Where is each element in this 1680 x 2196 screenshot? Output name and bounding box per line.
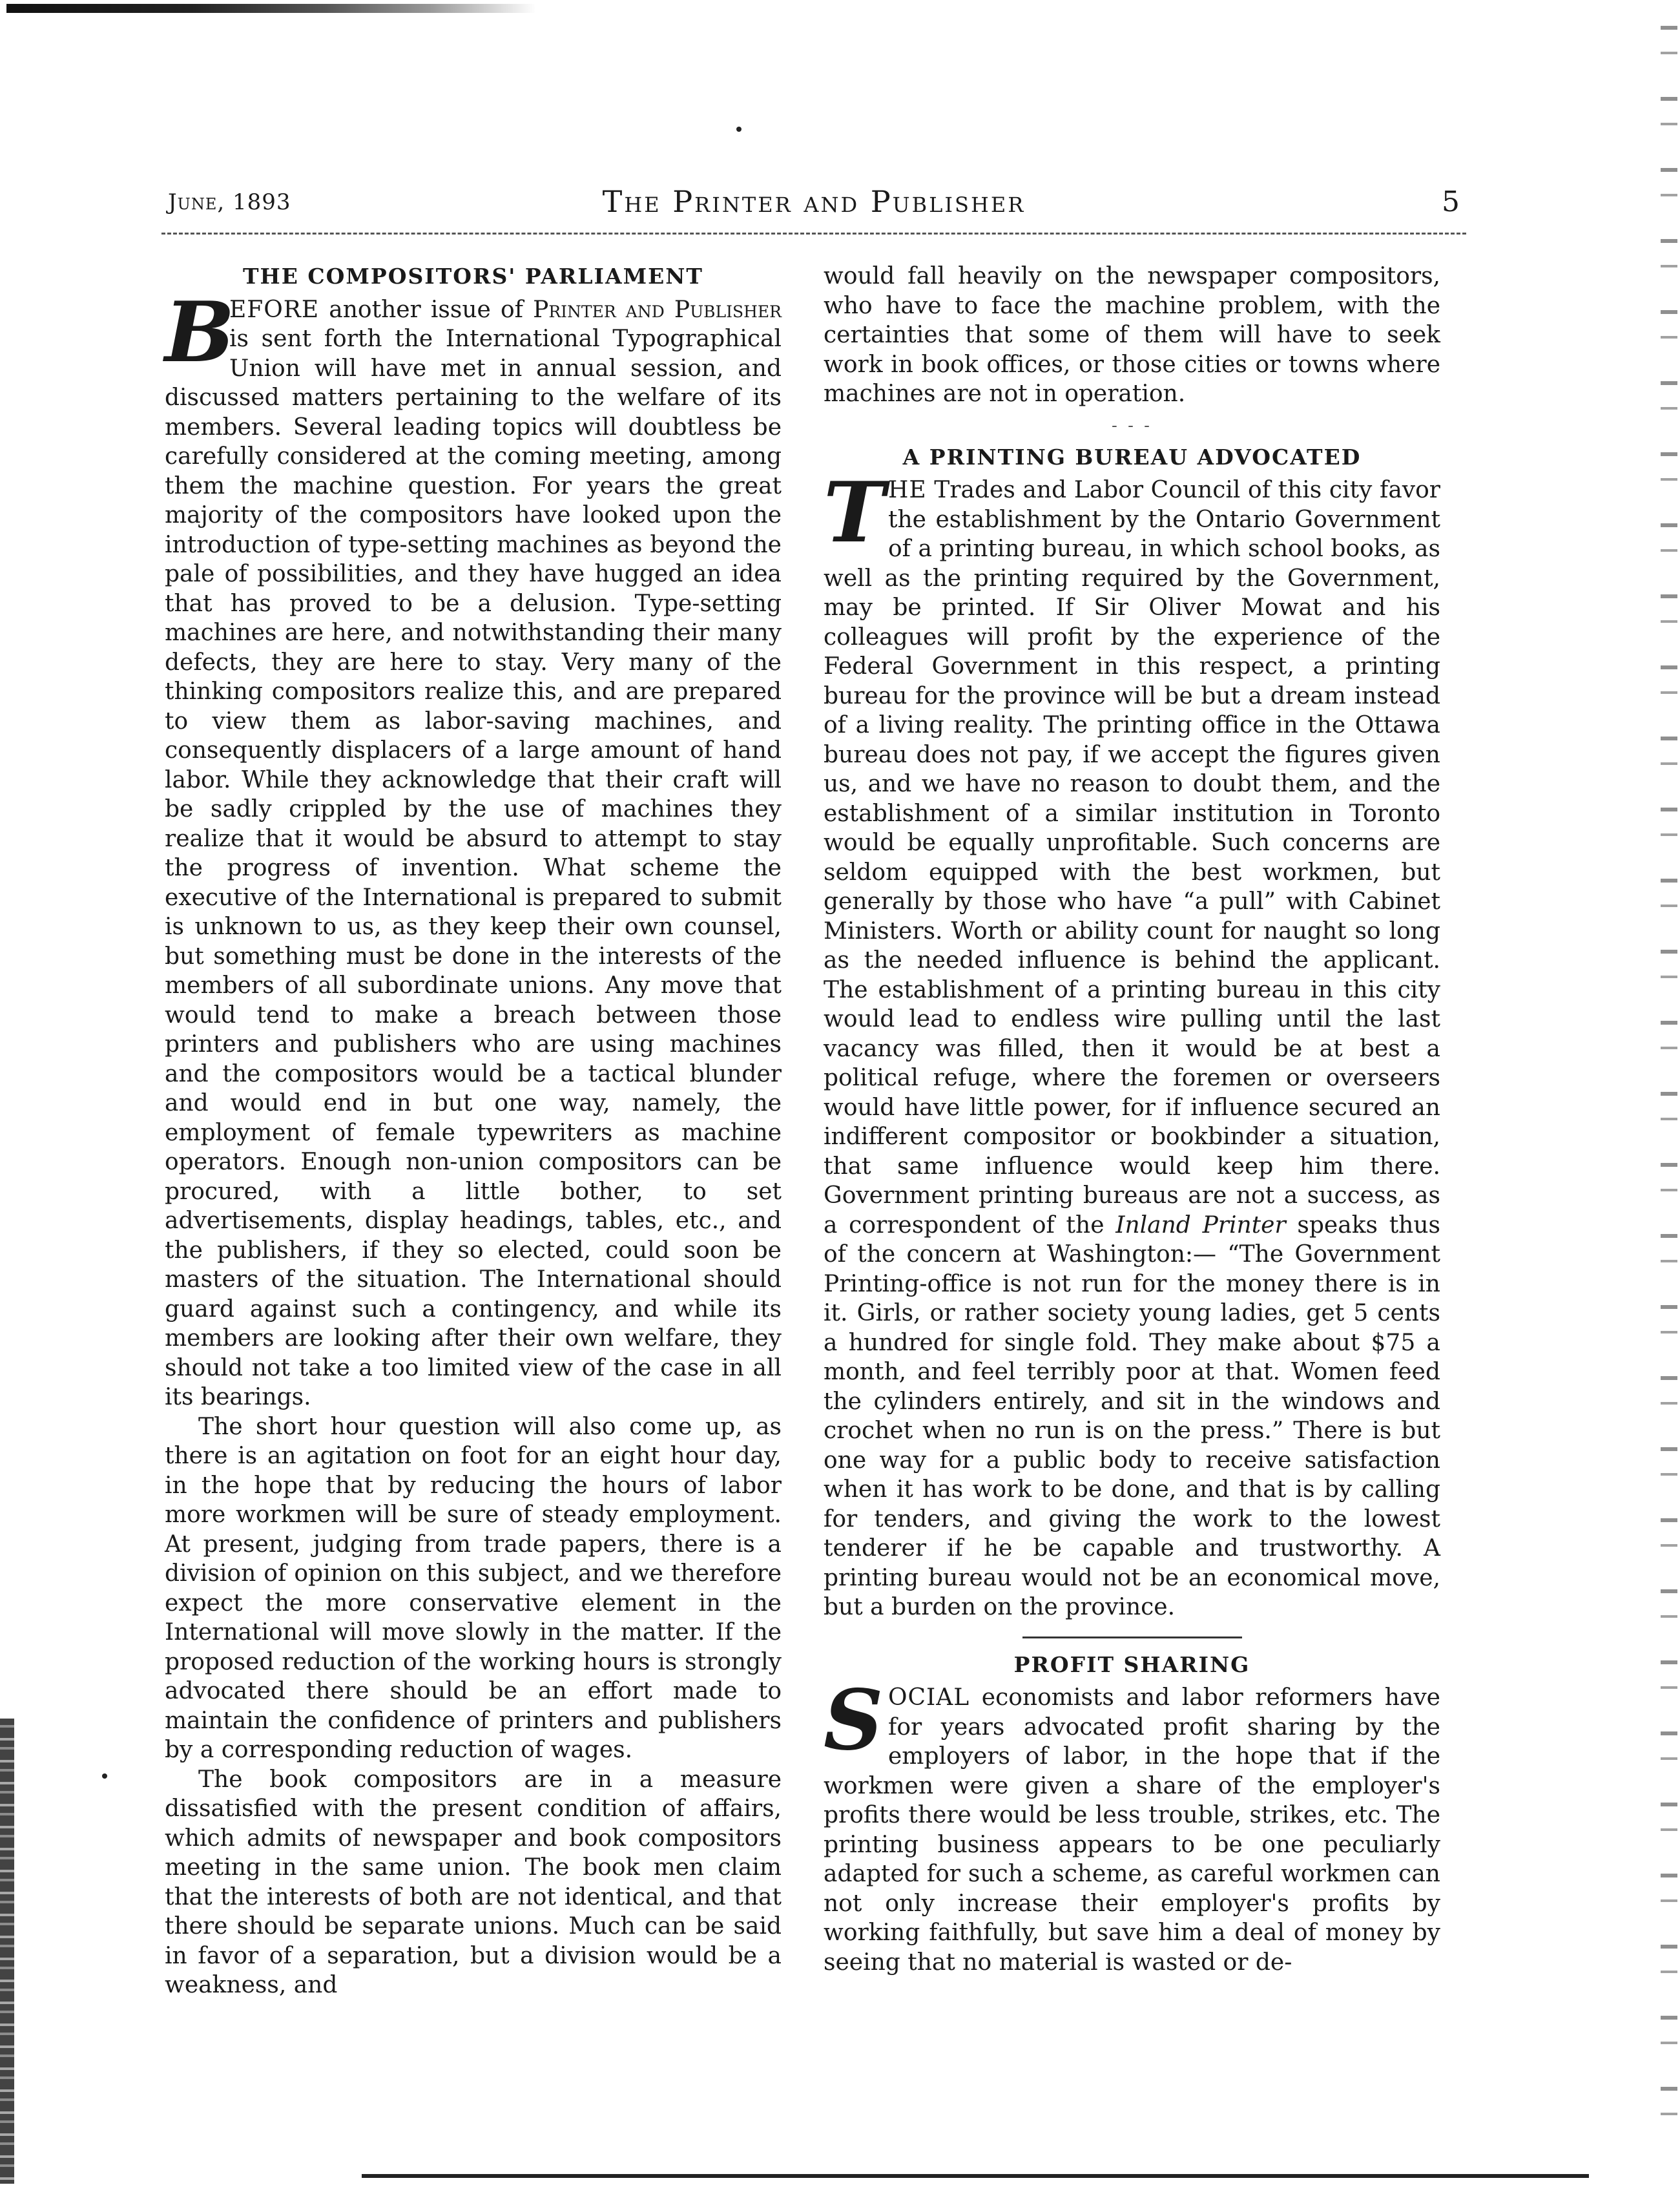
publication-name-italic: Inland Printer	[1115, 1211, 1286, 1239]
publication-name-inline: Printer and Publisher	[533, 296, 782, 323]
drop-cap: T	[824, 465, 886, 561]
article-paragraph	[824, 1672, 1440, 1977]
paragraph-text: Trades and Labor Council of this city favor the establishment by the Ontario Government of a printing bureau, in which school books, as well as the printing required by the Government, may be printed. If Sir Oliver Mowat and his colleagues will profit by the experience of the Federal Government in this respect, a printing bureau for the province will be but a dream instead of a living reality. The printing office in the Ottawa bureau does not pay, if we accept the figures given us, and we have no reason to doubt them, and the establishment of a similar institution in Toronto would be equally unprofitable. Such concerns are seldom equipped with the best workmen, but generally by those who have “a pull” with Cabinet Ministers. Worth or ability count for naught so long as the needed influence is behind the applicant. The establishment of a printing bureau in this city would lead to endless wire pulling until the last vacancy was filled, then it would be at best a political refuge, where the foremen or overseers would have little power, for if influence secured an indifferent compositor or bookbinder a situation, that same influence would keep him there. Government printing bureaus are not a success, as a correspondent of the	[824, 477, 1440, 1239]
paragraph-text: is sent forth the International Typographical Union will have met in annual session, and discussed matters pertaining to the welfare of its members. Several leading topics will doubtless be carefully considered at the coming meeting, among them the machine question. For years the great majority of the compositors have looked upon the introduction of type-setting machines as beyond the pale of possibilities, and they have hugged an idea that has proved to be a delusion. Type-setting machines are here, and notwithstanding their many defects, they are here to stay. Very many of the thinking compositors realize this, and are prepared to view them as labor-saving machines, and consequently displacers of a large amount of hand labor. While they acknowledge that their craft will be sadly crippled by the use of machines they realize that it would be absurd to attempt to stay the progress of invention. What scheme the executive of the International is prepared to submit is unknown to us, as they keep their own counsel, but something must be done in the interests of the members of all subordinate unions. Any move that would tend to make a breach between those printers and publishers who are using machines and the compositors would be a tactical blunder and would end in but one way, namely, the employment of female typewriters as machine operators. Enough non-union compositors can be procured, with a little bother, to set advertisements, display headings, tables, etc., and the publishers, if they so elected, could soon be masters of the situation. The International should guard against such a contingency, and while its members are looking after their own welfare, they should not take a too limited view of the case in all its bearings.	[165, 326, 782, 1410]
article-paragraph: The book compositors are in a measure dissatisfied with the present condition of affairs, which admits of newspaper and book compositors meeting in the same union. The book men claim that the interests of both are not identical, and that there should be separate unions. Much can be said in favor of a separation, but a division would be a weakness, and	[165, 1766, 782, 1998]
opening-word: EFORE	[229, 296, 320, 323]
section-separator-rule	[1022, 1637, 1242, 1638]
scan-edge-top	[6, 4, 536, 13]
column-left	[165, 262, 782, 2000]
paragraph-text: another issue of	[319, 296, 534, 323]
article-paragraph: The short hour question will also come up, as there is an agitation on foot for an eight hour day, in the hope that by reducing the hours of labor more workmen will be sure of steady employment. At present, judging from trade papers, there is a division of opinion on this subject, and we therefore expect the more conservative element in the International will move slowly in the matter. If the proposed reduction of the working hours is strongly advocated there should be an effort made to maintain the confidence of printers and publishers by a corresponding reduction of wages.	[165, 1413, 782, 1763]
article-paragraph	[824, 465, 1441, 1622]
running-header	[168, 184, 1460, 223]
opening-word: OCIAL	[888, 1684, 970, 1711]
paragraph-text: economists and labor reformers have for years advocated profit sharing by the employers of labor, in the hope that if the workmen were given a share of the employer's profits there would be less trouble, strikes, etc. The printing business appears to be one peculiarly adapted for such a scheme, as careful workmen can not only increase their employer's profits by working faithfully, but save him a deal of money by seeing that no material is wasted or de-	[824, 1684, 1440, 1976]
drop-cap: S	[824, 1672, 884, 1769]
article-paragraph-continued: would fall heavily on the newspaper compositors, who have to face the machine problem, with the certainties that some of them will have to seek work in book offices, or those cities or towns where machines are not in operation.	[824, 263, 1440, 407]
paragraph-text: speaks thus of the concern at Washington:— “The Government Printing-office is not run for the money there is in it. Girls, or rather society young ladies, get 5 cents a hundred for single fold. They make about $75 a month, and feel terribly poor at that. Women feed the cylinders entirely, and sit in the windows and crochet when no run is on the press.” There is but one way for a public body to receive satisfaction when it has work to be done, and that is by calling for tenders, and giving the work to the lowest tenderer if he be capable and trustworthy. A printing bureau would not be an economical move, but a burden on the province.	[824, 1211, 1441, 1620]
drop-cap: B	[165, 284, 235, 381]
publication-title: The Printer and Publisher	[602, 184, 1026, 219]
article-heading-profit: PROFIT SHARING	[1013, 1651, 1250, 1677]
opening-word: HE	[888, 477, 927, 503]
scan-edge-bottom	[362, 2174, 1589, 2178]
page-number: 5	[1442, 185, 1460, 218]
ink-speck	[736, 127, 741, 132]
scan-edge-right	[1661, 26, 1677, 2158]
header-rule	[161, 233, 1466, 235]
column-right	[824, 262, 1440, 1977]
ink-speck	[102, 1773, 107, 1779]
scan-edge-left	[0, 1719, 14, 2184]
article-paragraph	[165, 284, 782, 1412]
article-heading-bureau: A PRINTING BUREAU ADVOCATED	[902, 444, 1362, 470]
article-heading-parliament: THE COMPOSITORS' PARLIAMENT	[243, 264, 703, 289]
issue-date: June, 1893	[168, 189, 291, 215]
section-separator: - - -	[1112, 415, 1152, 435]
